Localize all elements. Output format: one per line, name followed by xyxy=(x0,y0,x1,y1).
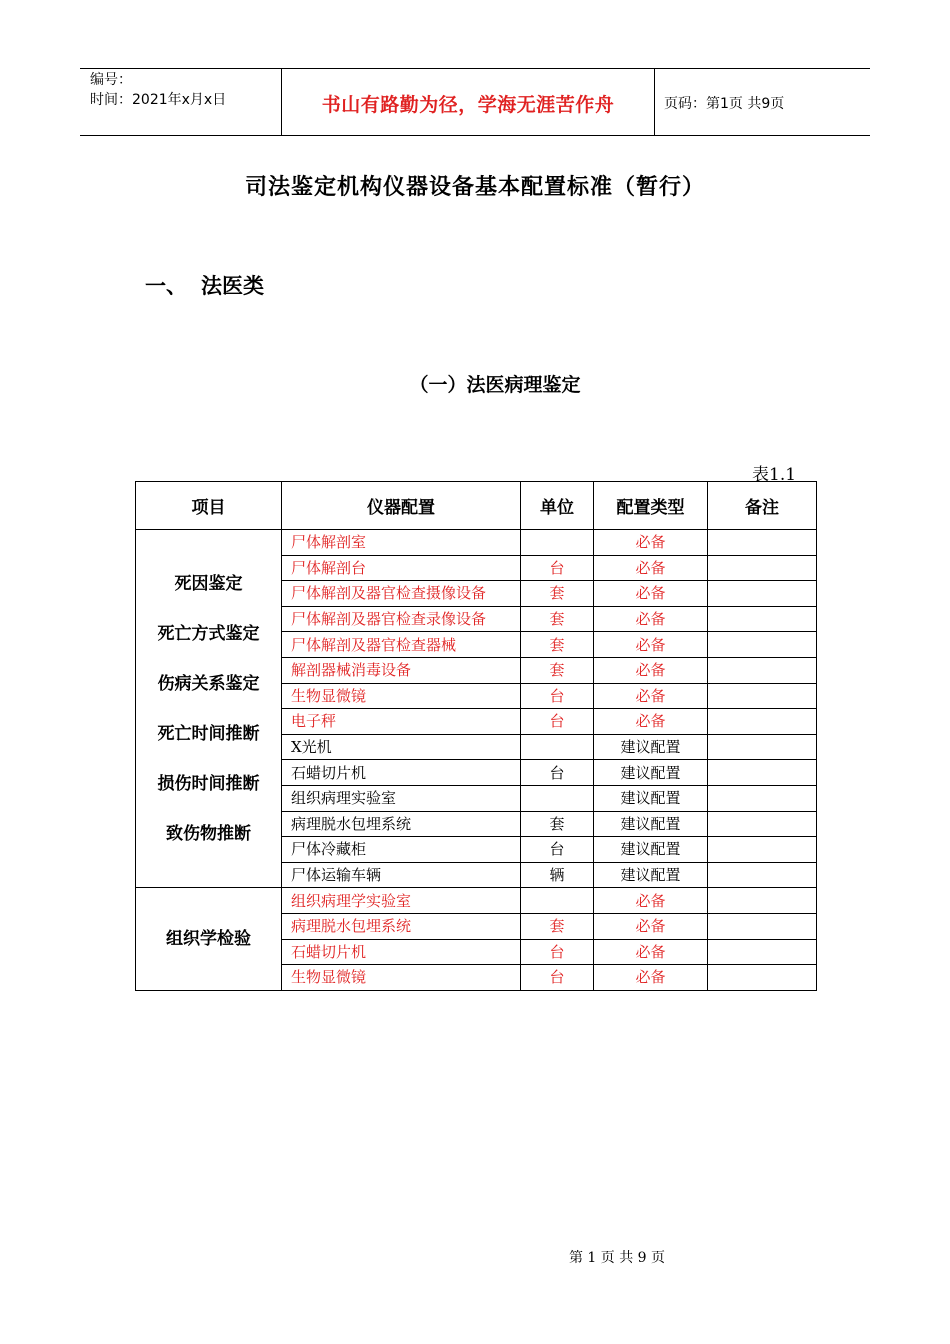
config-type-cell: 建议配置 xyxy=(594,734,708,760)
header-divider xyxy=(654,69,655,136)
project-item: 组织学检验 xyxy=(166,929,251,949)
instrument-cell: 尸体解剖及器官检查摄像设备 xyxy=(282,581,521,607)
time-label: 时间：2021年x月x日 xyxy=(90,92,227,108)
instrument-cell: 尸体解剖及器官检查器械 xyxy=(282,632,521,658)
instrument-cell: 尸体解剖室 xyxy=(282,530,521,556)
config-type-cell: 建议配置 xyxy=(594,837,708,863)
document-title: 司法鉴定机构仪器设备基本配置标准（暂行） xyxy=(244,175,705,200)
project-item: 死亡方式鉴定 xyxy=(157,623,260,644)
instrument-cell: 尸体解剖及器官检查录像设备 xyxy=(282,606,521,632)
section-heading xyxy=(145,270,264,300)
unit-cell: 辆 xyxy=(521,862,594,888)
note-cell xyxy=(708,913,817,939)
note-cell xyxy=(708,811,817,837)
config-type-cell: 必备 xyxy=(594,965,708,991)
unit-cell xyxy=(521,530,594,556)
config-type-cell: 建议配置 xyxy=(594,760,708,786)
column-header: 项目 xyxy=(136,482,282,530)
project-group-cell xyxy=(136,530,282,888)
section-number: 一、 xyxy=(145,274,187,298)
unit-cell: 套 xyxy=(521,657,594,683)
project-item: 死因鉴定 xyxy=(174,573,243,594)
note-cell xyxy=(708,657,817,683)
note-cell xyxy=(708,709,817,735)
unit-cell: 套 xyxy=(521,606,594,632)
table-row xyxy=(136,530,817,556)
note-cell xyxy=(708,683,817,709)
column-header: 配置类型 xyxy=(594,482,708,530)
unit-cell: 台 xyxy=(521,965,594,991)
config-type-cell: 必备 xyxy=(594,581,708,607)
header-page-info: 页码：第1页 共9页 xyxy=(664,96,785,112)
instrument-cell: 尸体运输车辆 xyxy=(282,862,521,888)
project-item: 损伤时间推断 xyxy=(157,773,260,794)
instrument-cell: 石蜡切片机 xyxy=(282,939,521,965)
config-type-cell: 必备 xyxy=(594,530,708,556)
subsection-heading: （一）法医病理鉴定 xyxy=(409,374,581,396)
instrument-cell: 电子秤 xyxy=(282,709,521,735)
config-type-cell: 必备 xyxy=(594,683,708,709)
page-footer: 第 1 页 共 9 页 xyxy=(568,1250,666,1266)
note-cell xyxy=(708,862,817,888)
header-top-rule xyxy=(80,68,870,69)
unit-cell: 台 xyxy=(521,709,594,735)
config-type-cell: 必备 xyxy=(594,657,708,683)
number-label: 编号： xyxy=(90,72,132,88)
note-cell xyxy=(708,734,817,760)
header-meta xyxy=(90,70,226,110)
note-cell xyxy=(708,606,817,632)
unit-cell: 套 xyxy=(521,581,594,607)
note-cell xyxy=(708,581,817,607)
instrument-cell: 组织病理学实验室 xyxy=(282,888,521,914)
instrument-cell: 解剖器械消毒设备 xyxy=(282,657,521,683)
column-header: 仪器配置 xyxy=(282,482,521,530)
instrument-cell: 病理脱水包埋系统 xyxy=(282,913,521,939)
config-type-cell: 必备 xyxy=(594,632,708,658)
unit-cell xyxy=(521,888,594,914)
table-row xyxy=(136,888,817,914)
config-type-cell: 必备 xyxy=(594,939,708,965)
config-type-cell: 建议配置 xyxy=(594,785,708,811)
config-type-cell: 必备 xyxy=(594,888,708,914)
config-type-cell: 必备 xyxy=(594,709,708,735)
header-bottom-rule xyxy=(80,135,870,136)
unit-cell: 套 xyxy=(521,811,594,837)
note-cell xyxy=(708,888,817,914)
note-cell xyxy=(708,785,817,811)
instrument-cell: 生物显微镜 xyxy=(282,683,521,709)
instrument-cell: 生物显微镜 xyxy=(282,965,521,991)
unit-cell: 台 xyxy=(521,837,594,863)
unit-cell: 套 xyxy=(521,632,594,658)
column-header: 单位 xyxy=(521,482,594,530)
note-cell xyxy=(708,555,817,581)
unit-cell: 台 xyxy=(521,939,594,965)
note-cell xyxy=(708,530,817,556)
table-number: 表1.1 xyxy=(752,465,797,485)
unit-cell: 套 xyxy=(521,913,594,939)
column-header: 备注 xyxy=(708,482,817,530)
note-cell xyxy=(708,760,817,786)
unit-cell xyxy=(521,734,594,760)
note-cell xyxy=(708,837,817,863)
config-type-cell: 建议配置 xyxy=(594,811,708,837)
project-item: 死亡时间推断 xyxy=(157,723,260,744)
note-cell xyxy=(708,939,817,965)
instrument-cell: 石蜡切片机 xyxy=(282,760,521,786)
project-item: 致伤物推断 xyxy=(166,823,251,844)
section-title: 法医类 xyxy=(201,274,264,298)
unit-cell: 台 xyxy=(521,555,594,581)
equipment-table xyxy=(135,481,817,991)
note-cell xyxy=(708,965,817,991)
note-cell xyxy=(708,632,817,658)
config-type-cell: 必备 xyxy=(594,913,708,939)
instrument-cell: 组织病理实验室 xyxy=(282,785,521,811)
config-type-cell: 必备 xyxy=(594,606,708,632)
instrument-cell: 尸体冷藏柜 xyxy=(282,837,521,863)
config-type-cell: 必备 xyxy=(594,555,708,581)
config-type-cell: 建议配置 xyxy=(594,862,708,888)
project-item: 伤病关系鉴定 xyxy=(157,673,260,694)
instrument-cell: 尸体解剖台 xyxy=(282,555,521,581)
unit-cell xyxy=(521,785,594,811)
project-group-cell xyxy=(136,888,282,990)
header-motto: 书山有路勤为径，学海无涯苦作舟 xyxy=(321,94,615,116)
table-header-row xyxy=(136,482,817,530)
unit-cell: 台 xyxy=(521,760,594,786)
unit-cell: 台 xyxy=(521,683,594,709)
instrument-cell: 病理脱水包埋系统 xyxy=(282,811,521,837)
instrument-cell: X光机 xyxy=(282,734,521,760)
